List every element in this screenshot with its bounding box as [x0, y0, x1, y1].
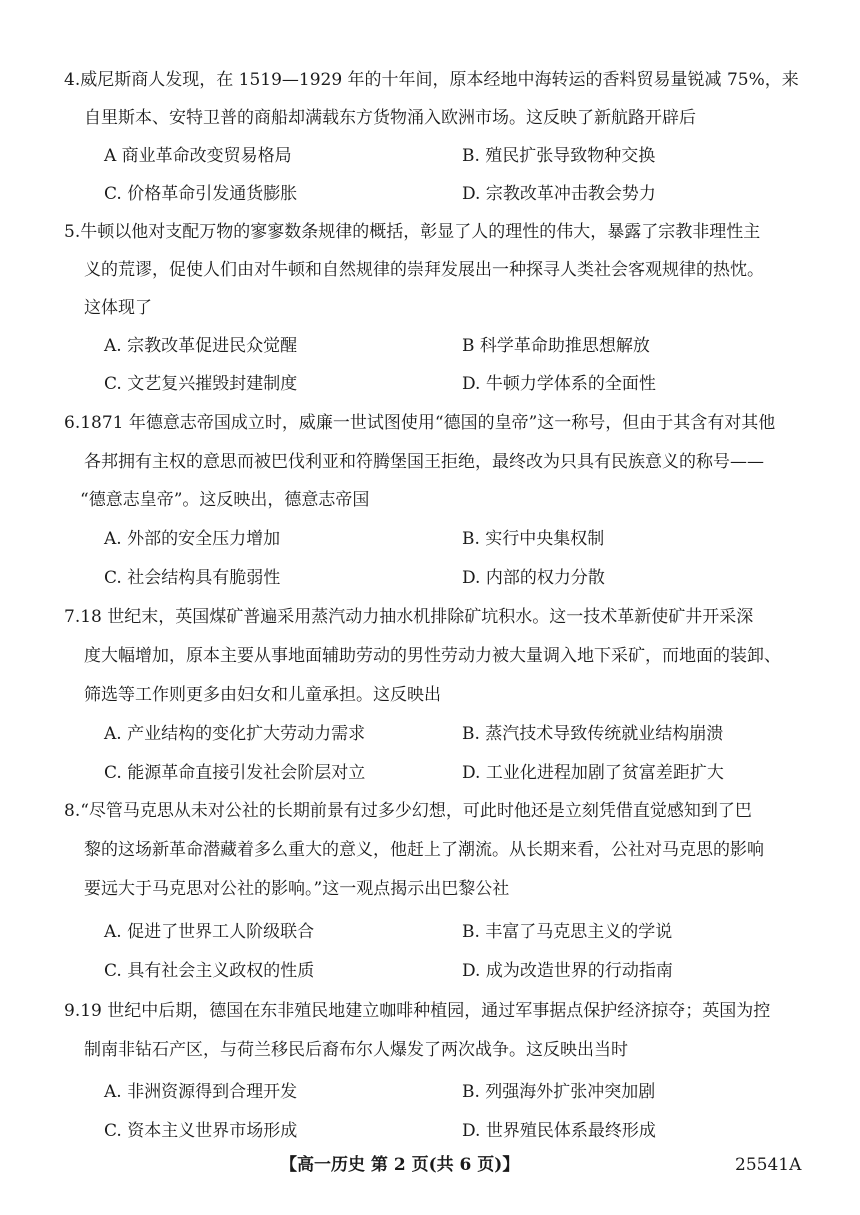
question-5-stem-line-2: 义的荒谬，促使人们由对牛顿和自然规律的崇拜发展出一种探寻人类社会客观规律的热忱。	[84, 260, 764, 280]
question-5-option-c: C. 文艺复兴摧毁封建制度	[104, 374, 298, 394]
paper-code: 25541A	[735, 1155, 802, 1175]
question-9-stem-line-2: 制南非钻石产区，与荷兰移民后裔布尔人爆发了两次战争。这反映出当时	[84, 1040, 628, 1060]
question-6-option-b: B. 实行中央集权制	[462, 529, 605, 549]
question-7-stem-line-2: 度大幅增加，原本主要从事地面辅助劳动的男性劳动力被大量调入地下采矿，而地面的装卸、	[84, 646, 781, 666]
question-8-stem-line-1: 8.“尽管马克思从未对公社的长期前景有过多少幻想，可此时他还是立刻凭借直觉感知到了巴	[64, 801, 752, 821]
question-6-option-c: C. 社会结构具有脆弱性	[104, 568, 281, 588]
question-4-option-d: D. 宗教改革冲击教会势力	[462, 184, 656, 204]
question-9-option-b: B. 列强海外扩张冲突加剧	[462, 1082, 656, 1102]
question-7-option-c: C. 能源革命直接引发社会阶层对立	[104, 763, 366, 783]
question-7-option-d: D. 工业化进程加剧了贫富差距扩大	[462, 763, 724, 783]
question-7-stem-line-3: 筛选等工作则更多由妇女和儿童承担。这反映出	[84, 685, 441, 705]
question-6-stem-line-3: “德意志皇帝”。这反映出，德意志帝国	[80, 490, 370, 510]
question-8-stem-line-3: 要远大于马克思对公社的影响。”这一观点揭示出巴黎公社	[84, 879, 510, 899]
question-6-option-d: D. 内部的权力分散	[462, 568, 605, 588]
question-9-option-a: A. 非洲资源得到合理开发	[104, 1082, 298, 1102]
question-4-option-b: B. 殖民扩张导致物种交换	[462, 146, 656, 166]
question-8-option-d: D. 成为改造世界的行动指南	[462, 961, 673, 981]
page-footer-label: 【高一历史 第 2 页(共 6 页)】	[280, 1155, 520, 1175]
question-8-option-b: B. 丰富了马克思主义的学说	[462, 922, 673, 942]
question-5-stem-line-1: 5.牛顿以他对支配万物的寥寥数条规律的概括，彰显了人的理性的伟大，暴露了宗教非理性主	[64, 222, 761, 242]
question-6-stem-line-2: 各邦拥有主权的意思而被巴伐利亚和符腾堡国王拒绝，最终改为只具有民族意义的称号——	[84, 452, 764, 472]
question-8-option-a: A. 促进了世界工人阶级联合	[104, 922, 315, 942]
question-5-option-b: B 科学革命助推思想解放	[462, 336, 650, 356]
question-8-option-c: C. 具有社会主义政权的性质	[104, 961, 315, 981]
question-4-stem-line-2: 自里斯本、安特卫普的商船却满载东方货物涌入欧洲市场。这反映了新航路开辟后	[84, 108, 696, 128]
question-5-option-d: D. 牛顿力学体系的全面性	[462, 374, 656, 394]
question-4-stem-line-1: 4.威尼斯商人发现，在 1519—1929 年的十年间，原本经地中海转运的香料贸易量锐减 75%，来	[64, 70, 799, 90]
question-4-option-c: C. 价格革命引发通货膨胀	[104, 184, 298, 204]
question-5-stem-line-3: 这体现了	[84, 298, 152, 318]
question-9-option-c: C. 资本主义世界市场形成	[104, 1121, 298, 1141]
question-4-option-a: A 商业革命改变贸易格局	[104, 146, 292, 166]
question-5-option-a: A. 宗教改革促进民众觉醒	[104, 336, 298, 356]
question-8-stem-line-2: 黎的这场新革命潜藏着多么重大的意义，他赶上了潮流。从长期来看，公社对马克思的影响	[84, 840, 764, 860]
question-7-option-b: B. 蒸汽技术导致传统就业结构崩溃	[462, 724, 724, 744]
question-6-stem-line-1: 6.1871 年德意志帝国成立时，威廉一世试图使用“德国的皇帝”这一称号，但由于其含有对其他	[64, 413, 776, 433]
question-7-stem-line-1: 7.18 世纪末，英国煤矿普遍采用蒸汽动力抽水机排除矿坑积水。这一技术革新使矿井开采深	[64, 607, 754, 627]
question-9-option-d: D. 世界殖民体系最终形成	[462, 1121, 656, 1141]
question-9-stem-line-1: 9.19 世纪中后期，德国在东非殖民地建立咖啡种植园，通过军事据点保护经济掠夺；英国为控	[64, 1001, 771, 1021]
question-7-option-a: A. 产业结构的变化扩大劳动力需求	[104, 724, 366, 744]
question-6-option-a: A. 外部的安全压力增加	[104, 529, 281, 549]
